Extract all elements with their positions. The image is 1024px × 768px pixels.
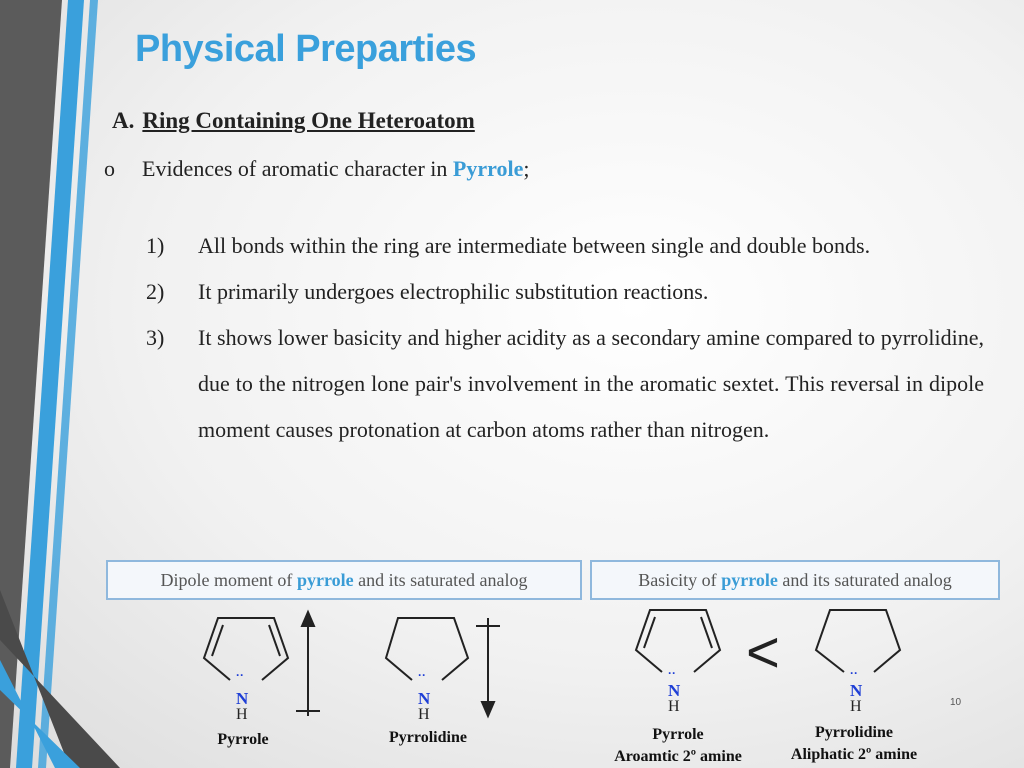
list-item [146, 315, 984, 453]
pyrrole-ring [204, 618, 288, 680]
bullet-text: Evidences of aromatic character in [142, 156, 453, 181]
basicity-caption-box [590, 560, 1000, 600]
bullet-marker: o [104, 156, 115, 181]
pyrrole-ring [636, 610, 720, 672]
nitrogen-atom: N [668, 681, 681, 700]
hydrogen-atom: H [668, 698, 680, 715]
section-letter: A. [112, 108, 135, 133]
page-number: 10 [950, 697, 962, 708]
item-text: All bonds within the ring are intermediate between single and double bonds. [198, 233, 871, 258]
bullet-line [104, 156, 529, 182]
dipole-arrow-down [476, 618, 500, 716]
nitrogen-atom: N [850, 681, 863, 700]
lone-pair: ·· [850, 666, 858, 680]
list-item [146, 269, 984, 315]
label-name: Pyrrolidine [815, 724, 893, 741]
hydrogen-atom: H [236, 706, 248, 723]
dipole-caption-box [106, 560, 582, 600]
pyrrole-basicity-label [600, 724, 756, 768]
nitrogen-atom: N [236, 689, 249, 708]
evidence-list [146, 223, 984, 453]
label-sub: Aliphatic 2º amine [790, 746, 918, 763]
lone-pair: ·· [668, 666, 676, 680]
dipole-arrow-up [296, 612, 320, 716]
item-text: It primarily undergoes electrophilic substitution reactions. [198, 279, 709, 304]
dipole-structures [190, 608, 530, 723]
item-number: 1) [146, 233, 165, 258]
pyrrolidine-ring [816, 610, 900, 672]
caption-text: and its saturated analog [358, 569, 528, 590]
bullet-suffix: ; [523, 156, 530, 181]
less-than-sign: < [746, 620, 780, 685]
lone-pair: ·· [236, 668, 244, 682]
list-item [146, 223, 984, 269]
label-name: Pyrrole [652, 726, 704, 743]
bullet-highlight: Pyrrole [452, 156, 524, 181]
hydrogen-atom: H [850, 698, 862, 715]
section-heading [112, 108, 475, 134]
slide-title: Physical Preparties [135, 28, 477, 70]
label-sub: Aroamtic 2º amine [614, 748, 742, 765]
pyrrolidine-label: Pyrrolidine [389, 729, 467, 746]
nitrogen-atom: N [418, 689, 431, 708]
item-text: It shows lower basicity and higher acidity as a secondary amine compared to pyrrolidine, due to the nitrogen lone pair's involvement in the aromatic sextet. This reversal in dipole moment causes protonation at carbon atoms rather than nitrogen. [198, 325, 984, 442]
caption-highlight: pyrrole [721, 569, 778, 590]
item-number: 3) [146, 325, 165, 350]
caption-highlight: pyrrole [296, 569, 354, 590]
caption-text: Basicity of [638, 569, 717, 590]
hydrogen-atom: H [418, 706, 430, 723]
basicity-structures [620, 602, 920, 717]
pyrrole-label: Pyrrole [217, 731, 269, 748]
section-title: Ring Containing One Heteroatom [142, 108, 475, 133]
caption-text: and its saturated analog [782, 569, 952, 590]
lone-pair: ·· [418, 668, 426, 682]
item-number: 2) [146, 279, 165, 304]
pyrrolidine-basicity-label [776, 722, 932, 766]
caption-text: Dipole moment of [160, 569, 293, 590]
pyrrolidine-ring [386, 618, 468, 680]
